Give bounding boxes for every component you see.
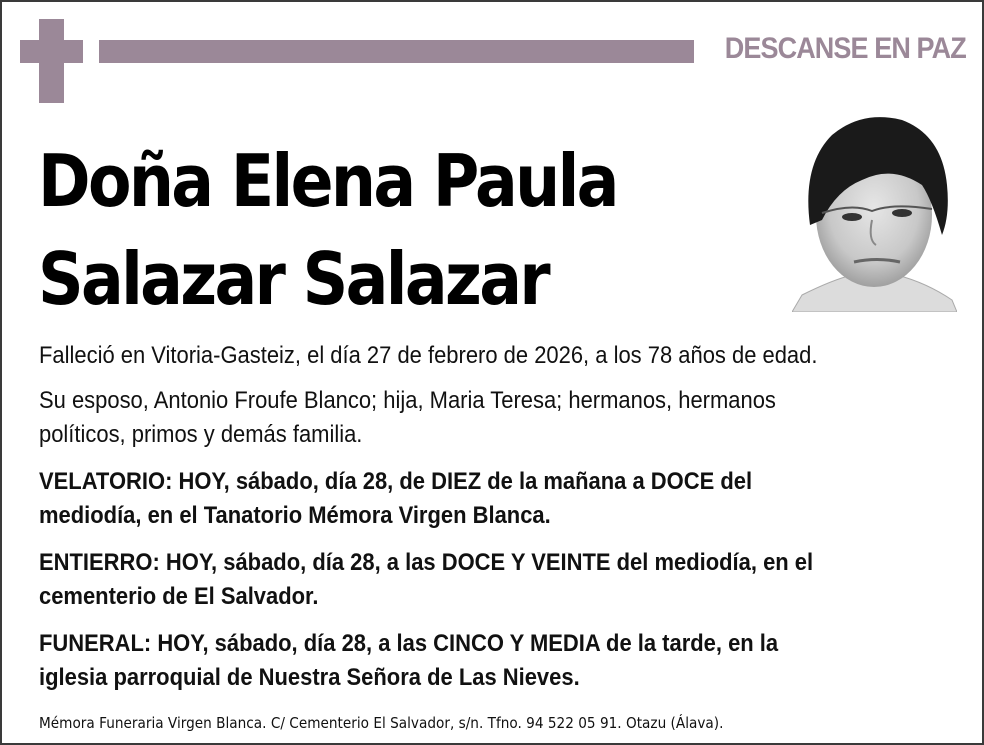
funeral-line-1: FUNERAL: HOY, sábado, día 28, a las CINCO Y MEDIA de la tarde, en la	[39, 630, 779, 657]
cross-icon-arm	[20, 40, 83, 63]
header-label: DESCANSE EN PAZ	[724, 32, 966, 65]
entierro-line-1: ENTIERRO: HOY, sábado, día 28, a las DOCE Y VEINTE del mediodía, en el	[39, 549, 814, 576]
velatorio-line-1: VELATORIO: HOY, sábado, día 28, de DIEZ de la mañana a DOCE del	[39, 468, 753, 495]
entierro-line-2: cementerio de El Salvador.	[39, 583, 319, 610]
death-notice: Falleció en Vitoria-Gasteiz, el día 27 de febrero de 2026, a los 78 años de edad.	[39, 342, 818, 369]
name-line-1: Doña Elena Paula	[38, 139, 617, 223]
family-line-2: políticos, primos y demás familia.	[39, 421, 363, 448]
deceased-name	[38, 132, 617, 328]
name-line-2: Salazar Salazar	[38, 237, 548, 321]
family-line-1: Su esposo, Antonio Froufe Blanco; hija, Maria Teresa; hermanos, hermanos	[39, 387, 776, 414]
portrait-image	[792, 105, 957, 312]
funeral-line-2: iglesia parroquial de Nuestra Señora de Las Nieves.	[39, 664, 580, 691]
deceased-photo	[792, 105, 957, 312]
velatorio-line-2: mediodía, en el Tanatorio Mémora Virgen Blanca.	[39, 502, 551, 529]
header-stripe	[99, 40, 694, 63]
funeral-home-footer: Mémora Funeraria Virgen Blanca. C/ Cementerio El Salvador, s/n. Tfno. 94 522 05 91. Otazu (Álava).	[39, 714, 724, 732]
